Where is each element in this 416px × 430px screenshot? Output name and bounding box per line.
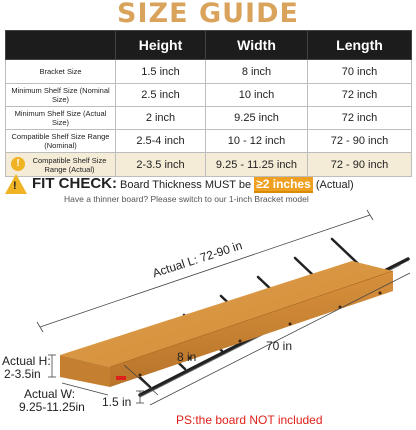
table-row xyxy=(6,84,412,107)
fit-check-line xyxy=(32,176,416,193)
row-label: Minimum Shelf Size (Nominal Size) xyxy=(6,84,116,107)
footer-note: PS:the board NOT included xyxy=(176,413,323,427)
exclamation-icon: ! xyxy=(11,157,25,171)
fit-check-highlight: ≥2 inches xyxy=(256,177,311,191)
cell-length: 72 - 90 inch xyxy=(308,153,412,177)
actual-width-value: 9.25-11.25in xyxy=(19,400,85,414)
cell-width: 10 - 12 inch xyxy=(206,130,308,153)
bracket-height-label: 1.5 in xyxy=(102,395,132,409)
cell-length: 70 inch xyxy=(308,60,412,84)
table-row xyxy=(6,107,412,130)
table-header-height: Height xyxy=(116,31,206,60)
cell-width: 9.25 inch xyxy=(206,107,308,130)
cell-height: 2-3.5 inch xyxy=(116,153,206,177)
page-title: SIZE GUIDE xyxy=(117,0,299,29)
fit-check xyxy=(32,176,416,204)
table-header-length: Length xyxy=(308,31,412,60)
size-table xyxy=(5,30,412,177)
table-header-width: Width xyxy=(206,31,308,60)
row-label: Minimum Shelf Size (Actual Size) xyxy=(6,107,116,130)
cell-width: 9.25 - 11.25 inch xyxy=(206,153,308,177)
fit-check-heading: FIT CHECK: xyxy=(32,175,117,192)
table-header-row xyxy=(6,31,412,60)
shelf-diagram xyxy=(0,205,416,415)
table-row xyxy=(6,130,412,153)
cell-height: 2.5 inch xyxy=(116,84,206,107)
table-row-highlighted xyxy=(6,153,412,177)
row-label xyxy=(6,153,116,177)
cell-height: 1.5 inch xyxy=(116,60,206,84)
row-label-text: Compatible Shelf Size Range (Actual) xyxy=(32,155,107,174)
fit-check-suffix: (Actual) xyxy=(312,179,354,191)
fit-check-text: Board Thickness MUST be xyxy=(117,179,255,191)
actual-width-title: Actual W: xyxy=(24,387,76,401)
bracket-width-label: 8 in xyxy=(177,350,197,364)
cell-length: 72 inch xyxy=(308,84,412,107)
cell-width: 8 inch xyxy=(206,60,308,84)
actual-height-title: Actual H: xyxy=(2,354,51,368)
row-label: Bracket Size xyxy=(6,60,116,84)
cell-height: 2.5-4 inch xyxy=(116,130,206,153)
actual-height-value: 2-3.5in xyxy=(4,367,41,381)
wooden-board xyxy=(60,261,393,387)
fit-check-note: Have a thinner board? Please switch to our 1-inch Bracket model xyxy=(64,194,309,204)
table-row xyxy=(6,60,412,84)
actual-length-label: Actual L: 72-90 in xyxy=(150,238,244,281)
bracket-length-label: 70 in xyxy=(266,339,293,353)
warning-mark-icon: ! xyxy=(13,180,17,192)
cell-length: 72 - 90 inch xyxy=(308,130,412,153)
row-label: Compatible Shelf Size Range (Nominal) xyxy=(6,130,116,153)
cell-width: 10 inch xyxy=(206,84,308,107)
cell-length: 72 inch xyxy=(308,107,412,130)
cell-height: 2 inch xyxy=(116,107,206,130)
table-header-blank xyxy=(6,31,116,60)
